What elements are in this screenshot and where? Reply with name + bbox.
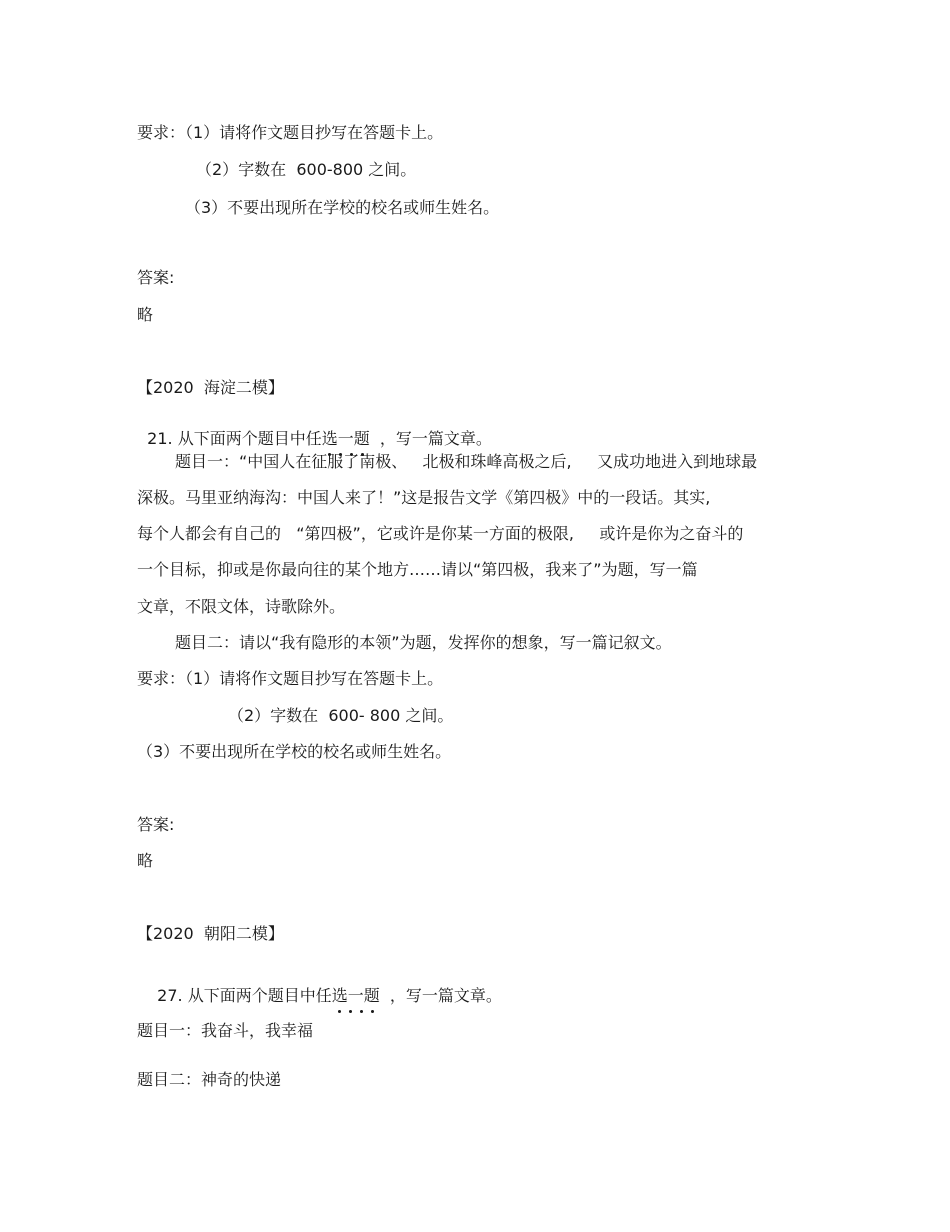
- requirements-line-2: （2）字数在 600-800 之间。: [196, 160, 417, 179]
- answer-label: 答案:: [137, 815, 175, 834]
- topic1-line-1: 题目一：“中国人在征服了南极、 北极和珠峰高极之后, 又成功地进入到地球最: [175, 452, 758, 471]
- topic1-line-3: 每个人都会有自己的 “第四极”，它或许是你某一方面的极限, 或许是你为之奋斗的: [137, 524, 744, 543]
- section-header-haidian: 【2020 海淀二模】: [137, 378, 284, 397]
- requirements-line-3: （3）不要出现所在学校的校名或师生姓名。: [137, 742, 452, 761]
- question-prefix: 27. 从下面两个题目中任: [157, 986, 332, 1005]
- answer-text: 略: [137, 305, 154, 324]
- question-prefix: 21. 从下面两个题目中任: [147, 429, 322, 448]
- question-suffix: ，写一篇文章。: [379, 986, 502, 1005]
- topic1-line-5: 文章，不限文体，诗歌除外。: [137, 597, 346, 616]
- topic2-line: 题目二：请以“我有隐形的本领”为题，发挥你的想象，写一篇记叙文。: [175, 633, 672, 652]
- emphasized-text: [322, 429, 370, 449]
- section-header-chaoyang: 【2020 朝阳二模】: [137, 924, 284, 943]
- requirements-line-3: （3）不要出现所在学校的校名或师生姓名。: [185, 198, 500, 217]
- question-27: [147, 966, 502, 1005]
- requirements-line-1: 要求：（1）请将作文题目抄写在答题卡上。: [137, 669, 444, 688]
- answer-label: 答案:: [137, 268, 175, 287]
- emphasis-dots: [332, 1010, 380, 1014]
- emphasized-text-content: 选一题: [331, 986, 380, 1005]
- question-21: [137, 409, 492, 448]
- topic2-line: 题目二：神奇的快递: [137, 1070, 282, 1089]
- topic1-line-2: 深极。马里亚纳海沟：中国人来了！”这是报告文学《第四极》中的一段话。其实,: [137, 488, 711, 507]
- requirements-line-1: 要求：（1）请将作文题目抄写在答题卡上。: [137, 123, 444, 142]
- topic1-line: 题目一：我奋斗，我幸福: [137, 1021, 314, 1040]
- emphasized-text: [332, 986, 380, 1006]
- requirements-line-2: （2）字数在 600- 800 之间。: [228, 706, 454, 725]
- answer-text: 略: [137, 851, 154, 870]
- topic1-line-4: 一个目标，抑或是你最向往的某个地方……请以“第四极，我来了”为题，写一篇: [137, 560, 698, 579]
- question-suffix: ，写一篇文章。: [369, 429, 492, 448]
- emphasized-text-content: 选一题: [321, 429, 370, 448]
